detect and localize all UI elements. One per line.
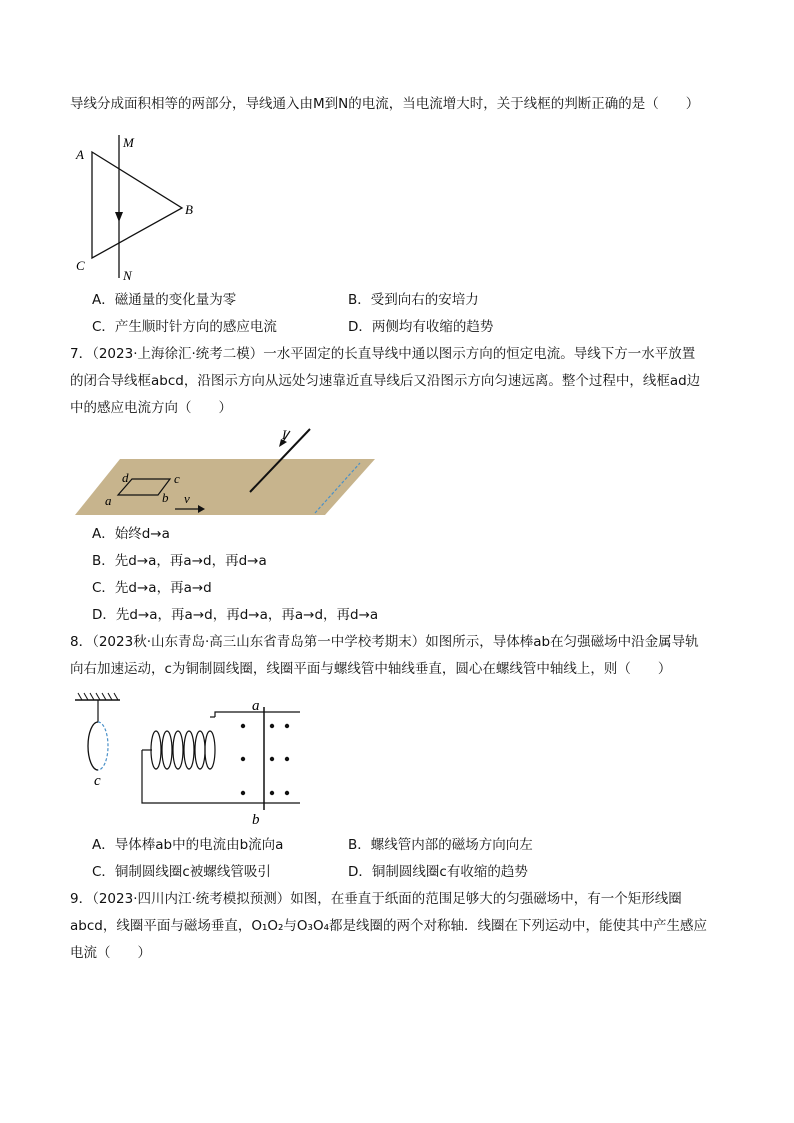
q6-option-c: C．产生顺时针方向的感应电流 xyxy=(92,319,277,335)
magnetic-field-dots xyxy=(241,724,289,795)
label-a: a xyxy=(252,698,260,714)
q7-stem-line2: 的闭合导线框abcd，沿图示方向从远处匀速靠近直导线后又沿图示方向匀速远离。整个过程中，线框ad边 xyxy=(70,373,701,389)
label-v: v xyxy=(184,491,190,506)
label-b: b xyxy=(162,490,169,505)
q8-option-c: C．铜制圆线圈c被螺线管吸引 xyxy=(92,864,271,880)
q9-stem-line2: abcd，线圈平面与磁场垂直，O₁O₂与O₃O₄都是线圈的两个对称轴．线圈在下列运动中，能使其中产生感应 xyxy=(70,918,707,934)
label-A: A xyxy=(76,147,84,162)
q6-option-b: B．受到向右的安培力 xyxy=(348,292,479,308)
q6-stem: 导线分成面积相等的两部分，导线通入由M到N的电流，当电流增大时，关于线框的判断正确的是（ ） xyxy=(70,96,700,112)
q8-stem-line2: 向右加速运动，c为铜制圆线圈，线圈平面与螺线管中轴线垂直，圆心在螺线管中轴线上，则（ ） xyxy=(70,661,672,677)
label-a: a xyxy=(105,493,112,508)
q8-stem-line1: 8．（2023秋·山东青岛·高三山东省青岛第一中学校考期末）如图所示，导体棒ab在匀强磁场中沿金属导轨 xyxy=(70,634,699,650)
q6-figure xyxy=(70,130,200,285)
q8-option-d: D．铜制圆线圈c有收缩的趋势 xyxy=(348,864,528,880)
triangle-frame xyxy=(92,152,182,258)
label-c: c xyxy=(174,471,180,486)
q9-stem-line1: 9．（2023·四川内江·统考模拟预测）如图，在垂直于纸面的范围足够大的匀强磁场中，有一个矩形线圈 xyxy=(70,891,682,907)
q7-option-b: B．先d→a，再a→d，再d→a xyxy=(92,553,267,569)
copper-ring-front xyxy=(88,722,98,770)
ceiling-hatch xyxy=(78,693,118,700)
horizontal-plane xyxy=(75,459,375,515)
q8-option-b: B．螺线管内部的磁场方向向左 xyxy=(348,837,533,853)
q8-figure xyxy=(70,690,310,830)
q6-option-d: D．两侧均有收缩的趋势 xyxy=(348,319,494,335)
q6-option-a: A．磁通量的变化量为零 xyxy=(92,292,237,308)
label-B: B xyxy=(185,202,193,217)
label-C: C xyxy=(76,258,85,273)
label-c: c xyxy=(94,773,101,789)
label-M: M xyxy=(123,135,134,150)
q7-option-a: A．始终d→a xyxy=(92,526,170,542)
q8-option-a: A．导体棒ab中的电流由b流向a xyxy=(92,837,284,853)
q7-option-c: C．先d→a，再a→d xyxy=(92,580,212,596)
q7-stem-line3: 中的感应电流方向（ ） xyxy=(70,400,232,416)
q7-option-d: D．先d→a，再a→d，再d→a，再a→d，再d→a xyxy=(92,607,379,623)
solenoid-coil xyxy=(151,731,215,769)
copper-ring-back xyxy=(98,722,108,770)
label-b: b xyxy=(252,812,260,828)
q7-figure xyxy=(70,425,380,517)
current-arrow-icon xyxy=(115,212,123,222)
label-I: I xyxy=(282,427,287,442)
label-d: d xyxy=(122,470,129,485)
label-N: N xyxy=(123,268,132,283)
q7-stem-line1: 7．（2023·上海徐汇·统考二模）一水平固定的长直导线中通以图示方向的恒定电流。导线下方一水平放置 xyxy=(70,346,696,362)
bottom-rail xyxy=(142,750,300,803)
q9-stem-line3: 电流（ ） xyxy=(70,945,151,961)
